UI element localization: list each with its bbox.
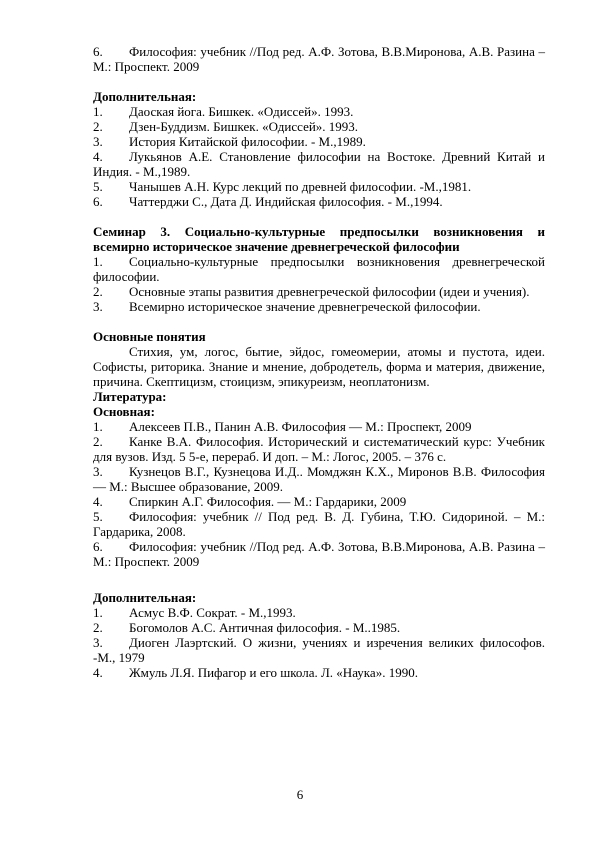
section-heading-main: Основная: [93,404,155,419]
list-text: Даоская йога. Бишкек. «Одиссей». 1993. [129,104,354,119]
list-item [93,104,545,119]
list-number: 3. [93,299,103,314]
list-text: Чаттерджи С., Дата Д. Индийская философия. - М.,1994. [129,194,443,209]
list-text: Асмус В.Ф. Сократ. - М.,1993. [129,605,296,620]
list-item [93,539,545,569]
list-text: Философия: учебник //Под ред. А.Ф. Зотова, В.В.Миронова, А.В. Разина – М.: Проспект. 2009 [93,44,545,74]
list-item [93,464,545,494]
list-item [93,284,545,299]
list-item [93,44,545,74]
list-item [93,254,545,284]
list-item [93,194,545,209]
list-item [93,149,545,179]
list-item [93,299,545,314]
list-number: 3. [93,635,103,650]
list-item [93,605,545,620]
list-text: Философия: учебник // Под ред. В. Д. Губина, Т.Ю. Сидориной. – М.: Гардарика, 2008. [93,509,545,539]
seminar-title: Семинар 3. Социально-культурные предпосылки возникновения и всемирно историческое значение древнегреческой философии [93,224,545,254]
list-text: Основные этапы развития древнегреческой философии (идеи и учения). [129,284,530,299]
list-number: 2. [93,434,103,449]
list-text: Философия: учебник //Под ред. А.Ф. Зотова, В.В.Миронова, А.В. Разина – М.: Проспект. 2009 [93,539,545,569]
list-item [93,419,545,434]
section-heading-additional: Дополнительная: [93,590,197,605]
list-number: 1. [93,254,103,269]
list-number: 5. [93,179,103,194]
list-number: 3. [93,464,103,479]
list-item [93,134,545,149]
list-item [93,620,545,635]
list-text: Богомолов А.С. Античная философия. - М..1985. [129,620,401,635]
list-number: 4. [93,494,103,509]
list-text: Социально-культурные предпосылки возникновения древнегреческой философии. [93,254,545,284]
list-item [93,494,545,509]
list-text: Дзен-Буддизм. Бишкек. «Одиссей». 1993. [129,119,359,134]
list-text: Диоген Лаэртский. О жизни, учениях и изречения великих философов. -М., 1979 [93,635,545,665]
list-text: Спиркин А.Г. Философия. — М.: Гардарики, 2009 [129,494,407,509]
list-number: 4. [93,665,103,680]
document-page [93,44,545,680]
list-text: Жмуль Л.Я. Пифагор и его школа. Л. «Наука». 1990. [129,665,418,680]
list-text: История Китайской философии. - М.,1989. [129,134,366,149]
literature-heading: Литература: [93,389,167,404]
list-item [93,434,545,464]
list-item [93,509,545,539]
list-number: 3. [93,134,103,149]
list-number: 1. [93,419,103,434]
list-number: 2. [93,620,103,635]
list-number: 1. [93,104,103,119]
list-number: 2. [93,284,103,299]
list-item [93,635,545,665]
concepts-text: Стихия, ум, логос, бытие, эйдос, гомеомерии, атомы и пустота, идеи. Софисты, риторика. Знание и мнение, добродетель, форма и материя, движение, причина. Скептицизм, стоицизм, эпикуреизм, неоплатонизм. [93,344,545,389]
concepts-heading: Основные понятия [93,329,206,344]
list-number: 5. [93,509,103,524]
list-text: Алексеев П.В., Панин А.В. Философия — М.: Проспект, 2009 [129,419,472,434]
list-number: 6. [93,44,103,59]
list-text: Чанышев А.Н. Курс лекций по древней философии. -М.,1981. [129,179,472,194]
list-item [93,119,545,134]
list-text: Канке В.А. Философия. Исторический и систематический курс: Учебник для вузов. Изд. 5 5-е, перераб. И доп. – М.: Логос, 2005. – 376 с. [93,434,545,464]
list-text: Кузнецов В.Г., Кузнецова И.Д.. Момджян К.Х., Миронов В.В. Философия — М.: Высшее образование, 2009. [93,464,545,494]
list-text: Всемирно историческое значение древнегреческой философии. [129,299,481,314]
list-number: 6. [93,194,103,209]
section-heading-additional: Дополнительная: [93,89,197,104]
page-number: 6 [296,787,304,802]
list-number: 4. [93,149,103,164]
list-item [93,665,545,680]
list-text: Лукьянов А.Е. Становление философии на Востоке. Древний Китай и Индия. - М.,1989. [93,149,545,179]
list-number: 2. [93,119,103,134]
list-number: 6. [93,539,103,554]
list-number: 1. [93,605,103,620]
list-item [93,179,545,194]
